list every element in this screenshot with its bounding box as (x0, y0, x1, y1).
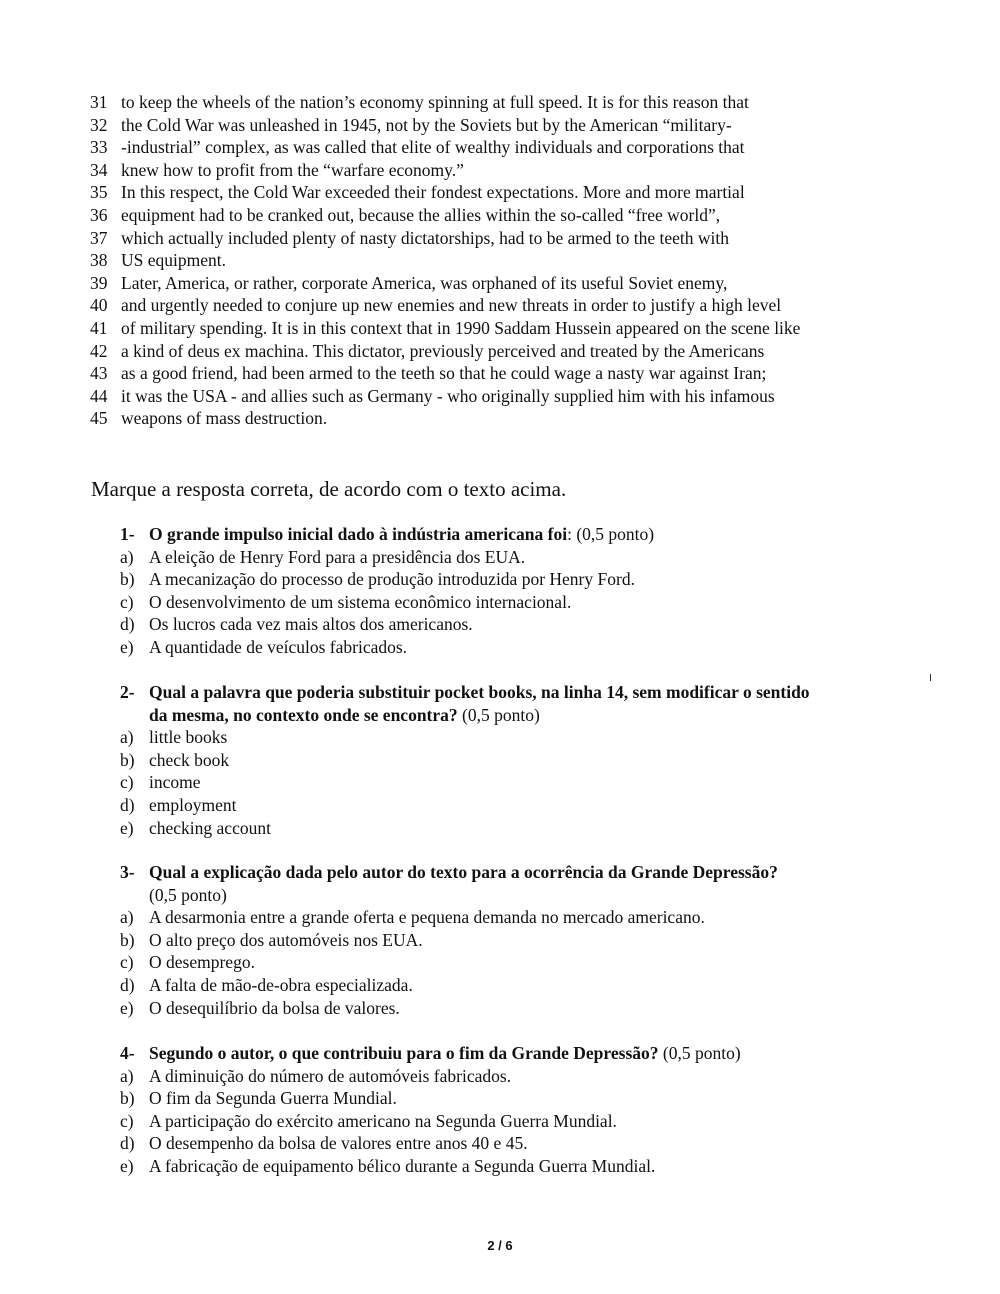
passage-line (90, 407, 950, 430)
option-text: O desemprego. (149, 952, 255, 973)
option-b[interactable] (120, 929, 920, 952)
stray-mark (930, 674, 931, 681)
line-number: 31 (90, 92, 108, 112)
option-letter: b) (120, 569, 135, 590)
option-e[interactable] (120, 1155, 920, 1178)
passage-line (90, 159, 950, 182)
option-text: O desempenho da bolsa de valores entre anos 40 e 45. (149, 1133, 528, 1154)
option-text: A quantidade de veículos fabricados. (149, 636, 408, 657)
question-stem (120, 523, 920, 546)
option-letter: c) (120, 772, 134, 793)
passage-line (90, 362, 950, 385)
question-text: Segundo o autor, o que contribuiu para o fim da Grande Depressão? (149, 1043, 659, 1063)
option-text: O fim da Segunda Guerra Mundial. (149, 1088, 397, 1109)
line-number: 33 (90, 137, 108, 158)
option-text: A falta de mão-de-obra especializada. (149, 974, 413, 995)
question-stem (120, 861, 920, 906)
option-text: A participação do exército americano na Segunda Guerra Mundial. (149, 1110, 617, 1131)
line-text: knew how to profit from the “warfare economy.” (121, 159, 464, 180)
option-c[interactable] (120, 591, 920, 614)
line-text: which actually included plenty of nasty dictatorships, had to be armed to the teeth with (121, 227, 729, 248)
line-text: as a good friend, had been armed to the teeth so that he could wage a nasty war against Iran; (121, 363, 767, 384)
passage-line (90, 294, 950, 317)
option-a[interactable] (120, 546, 920, 569)
option-text: employment (149, 794, 237, 815)
question-text: Qual a palavra que poderia substituir pocket books, na linha 14, sem modificar o sentido (149, 682, 810, 702)
question-text: Qual a explicação dada pelo autor do texto para a ocorrência da Grande Depressão? (149, 862, 778, 882)
option-letter: a) (120, 727, 134, 748)
option-letter: c) (120, 1110, 134, 1131)
question-stem (120, 1042, 920, 1065)
option-e[interactable] (120, 817, 920, 840)
option-letter: a) (120, 546, 134, 567)
line-number: 36 (90, 204, 108, 225)
option-letter: d) (120, 794, 135, 815)
line-text: it was the USA - and allies such as Germany - who originally supplied him with his infamous (121, 385, 775, 406)
line-number: 41 (90, 317, 108, 338)
passage-line (90, 136, 950, 159)
line-text: -industrial” complex, as was called that elite of wealthy individuals and corporations that (121, 137, 745, 158)
option-text: A mecanização do processo de produção introduzida por Henry Ford. (149, 569, 635, 590)
option-a[interactable] (120, 726, 920, 749)
question-number: 3- (120, 862, 135, 882)
option-a[interactable] (120, 1065, 920, 1088)
instruction: Marque a resposta correta, de acordo com o texto acima. (91, 477, 567, 501)
option-letter: e) (120, 997, 134, 1018)
passage-line (90, 340, 950, 363)
page-number: 2 / 6 (487, 1238, 513, 1253)
option-b[interactable] (120, 568, 920, 591)
question-4 (120, 1042, 920, 1178)
line-text: to keep the wheels of the nation’s economy spinning at full speed. It is for this reason that (121, 92, 749, 112)
question-number: 4- (120, 1043, 135, 1063)
option-letter: b) (120, 929, 135, 950)
option-a[interactable] (120, 906, 920, 929)
option-text: A diminuição do número de automóveis fabricados. (149, 1065, 512, 1086)
question-points: (0,5 ponto) (658, 1043, 741, 1063)
option-letter: e) (120, 1155, 134, 1176)
option-c[interactable] (120, 771, 920, 794)
line-number: 32 (90, 114, 108, 135)
line-number: 45 (90, 408, 108, 429)
line-text: equipment had to be cranked out, because the allies within the so-called “free world”, (121, 204, 721, 225)
option-letter: a) (120, 907, 134, 928)
option-letter: d) (120, 1133, 135, 1154)
option-text: checking account (149, 817, 271, 838)
question-text-continued: da mesma, no contexto onde se encontra? (149, 704, 458, 725)
line-number: 43 (90, 363, 108, 384)
passage-line (90, 272, 950, 295)
question-points: (0,5 ponto) (149, 884, 227, 905)
option-letter: d) (120, 974, 135, 995)
option-b[interactable] (120, 1087, 920, 1110)
option-text: A eleição de Henry Ford para a presidência dos EUA. (149, 546, 526, 567)
line-number: 38 (90, 250, 108, 271)
option-text: income (149, 772, 201, 793)
line-text: Later, America, or rather, corporate America, was orphaned of its useful Soviet enemy, (121, 272, 728, 293)
question-points: (0,5 ponto) (457, 704, 540, 725)
line-text: In this respect, the Cold War exceeded their fondest expectations. More and more martial (121, 182, 745, 203)
passage-line (90, 114, 950, 137)
line-text: of military spending. It is in this context that in 1990 Saddam Hussein appeared on the scene like (121, 317, 801, 338)
question-text: O grande impulso inicial dado à indústria americana foi (149, 524, 568, 544)
question-number: 2- (120, 682, 135, 702)
option-letter: d) (120, 614, 135, 635)
option-letter: c) (120, 591, 134, 612)
option-letter: c) (120, 952, 134, 973)
line-number: 34 (90, 159, 108, 180)
line-number: 39 (90, 272, 108, 293)
line-number: 44 (90, 385, 108, 406)
line-number: 37 (90, 227, 108, 248)
passage-line (90, 249, 950, 272)
option-d[interactable] (120, 613, 920, 636)
option-letter: e) (120, 817, 134, 838)
option-text: A desarmonia entre a grande oferta e pequena demanda no mercado americano. (149, 907, 705, 928)
option-c[interactable] (120, 951, 920, 974)
option-text: A fabricação de equipamento bélico durante a Segunda Guerra Mundial. (149, 1155, 656, 1176)
question-1 (120, 523, 920, 659)
passage-line (90, 181, 950, 204)
passage-line (90, 385, 950, 408)
passage-line (90, 91, 950, 114)
option-c[interactable] (120, 1110, 920, 1133)
option-letter: e) (120, 636, 134, 657)
question-number: 1- (120, 524, 135, 544)
line-text: the Cold War was unleashed in 1945, not by the Soviets but by the American “military- (121, 114, 732, 135)
option-text: O desenvolvimento de um sistema econômico internacional. (149, 591, 572, 612)
option-letter: b) (120, 1088, 135, 1109)
question-2 (120, 681, 920, 839)
line-number: 35 (90, 182, 108, 203)
question-stem (120, 681, 920, 726)
line-number: 42 (90, 340, 108, 361)
line-text: weapons of mass destruction. (121, 408, 328, 429)
option-text: little books (149, 727, 228, 748)
option-text: check book (149, 749, 230, 770)
question-3 (120, 861, 920, 1019)
passage-line (90, 317, 950, 340)
option-letter: a) (120, 1065, 134, 1086)
option-d[interactable] (120, 794, 920, 817)
passage (90, 91, 950, 430)
option-e[interactable] (120, 636, 920, 659)
option-text: Os lucros cada vez mais altos dos americanos. (149, 614, 473, 635)
option-d[interactable] (120, 1132, 920, 1155)
option-d[interactable] (120, 974, 920, 997)
passage-line (90, 227, 950, 250)
option-e[interactable] (120, 997, 920, 1020)
line-text: a kind of deus ex machina. This dictator, previously perceived and treated by the Americans (121, 340, 765, 361)
line-number: 40 (90, 295, 108, 316)
line-text: and urgently needed to conjure up new enemies and new threats in order to justify a high level (121, 295, 782, 316)
passage-line (90, 204, 950, 227)
line-text: US equipment. (121, 250, 226, 271)
option-text: O desequilíbrio da bolsa de valores. (149, 997, 400, 1018)
option-text: O alto preço dos automóveis nos EUA. (149, 929, 423, 950)
question-points: : (0,5 ponto) (567, 524, 655, 544)
option-letter: b) (120, 749, 135, 770)
option-b[interactable] (120, 749, 920, 772)
